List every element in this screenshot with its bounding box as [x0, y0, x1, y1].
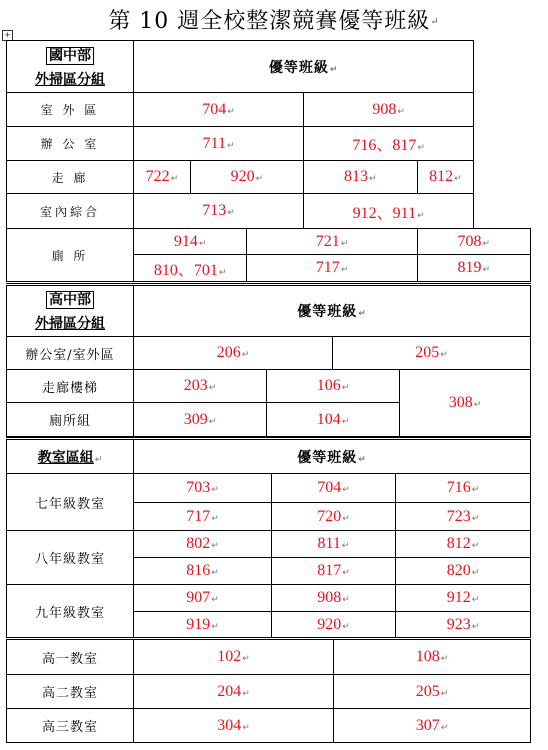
class-cell: 704↵ — [134, 93, 304, 127]
row-label-outdoor: 室 外 區 — [7, 93, 134, 127]
class-cell: 908↵ — [304, 93, 474, 127]
row-label-hs2: 高二教室 — [7, 675, 134, 709]
senior-header: 優等班級↵ — [134, 285, 531, 337]
senior-table — [6, 283, 531, 437]
row-label-toilet-group: 廁所組 — [7, 403, 134, 437]
junior-box-label: 國中部 — [46, 47, 94, 65]
class-cell: 106↵ — [267, 370, 400, 403]
class-cell: 308↵ — [400, 370, 531, 437]
row-label-hs3: 高三教室 — [7, 709, 134, 743]
class-cell: 812↵ — [417, 161, 474, 194]
class-cell: 723↵ — [396, 503, 531, 531]
row-label-toilet: 廁 所 — [7, 229, 134, 282]
class-cell: 912↵ — [396, 585, 531, 612]
class-cell: 716、817↵ — [304, 127, 474, 161]
class-cell: 920↵ — [272, 612, 396, 639]
page-title — [0, 4, 548, 35]
class-cell: 206↵ — [134, 337, 333, 370]
row-label-grade7: 七年級教室 — [7, 474, 134, 531]
senior-section-label — [7, 285, 134, 337]
classroom-header: 優等班級↵ — [134, 439, 531, 474]
class-cell: 819↵ — [417, 255, 530, 282]
row-label-indoor: 室內綜合 — [7, 194, 134, 229]
row-label-grade9: 九年級教室 — [7, 585, 134, 639]
junior-header: 優等班級↵ — [134, 41, 474, 93]
page-title-text: 第 10 週全校整潔競賽優等班級 — [108, 9, 431, 34]
class-cell: 717↵ — [247, 255, 417, 282]
class-cell: 811↵ — [272, 531, 396, 558]
class-cell: 820↵ — [396, 558, 531, 585]
class-cell: 307↵ — [334, 709, 531, 743]
class-cell: 816↵ — [134, 558, 272, 585]
class-cell: 802↵ — [134, 531, 272, 558]
class-cell: 812↵ — [396, 531, 531, 558]
row-label-office-outdoor: 辦公室/室外區 — [7, 337, 134, 370]
class-cell: 711↵ — [134, 127, 304, 161]
class-cell: 919↵ — [134, 612, 272, 639]
class-cell: 713↵ — [134, 194, 304, 229]
class-cell: 720↵ — [272, 503, 396, 531]
class-cell: 203↵ — [134, 370, 267, 403]
junior-table — [6, 40, 531, 282]
class-cell: 703↵ — [134, 474, 272, 503]
class-cell: 304↵ — [134, 709, 334, 743]
class-cell: 704↵ — [272, 474, 396, 503]
class-cell: 813↵ — [304, 161, 417, 194]
class-cell: 205↵ — [333, 337, 531, 370]
class-cell: 104↵ — [267, 403, 400, 437]
junior-sub-label: 外掃區分組 — [35, 71, 105, 88]
class-cell: 716↵ — [396, 474, 531, 503]
row-label-hallway-stairs: 走廊樓梯 — [7, 370, 134, 403]
class-cell: 912、911↵ — [304, 194, 474, 229]
class-cell: 108↵ — [334, 639, 531, 675]
class-cell: 923↵ — [396, 612, 531, 639]
class-cell: 708↵ — [417, 229, 530, 255]
classroom-section-label: 教室區組↵ — [7, 439, 134, 474]
class-cell: 920↵ — [190, 161, 303, 194]
class-cell: 309↵ — [134, 403, 267, 437]
row-label-grade8: 八年級教室 — [7, 531, 134, 585]
class-cell: 721↵ — [247, 229, 417, 255]
class-cell: 722↵ — [134, 161, 191, 194]
senior-sub-label: 外掃區分組 — [35, 316, 105, 332]
class-cell: 907↵ — [134, 585, 272, 612]
row-label-hs1: 高一教室 — [7, 639, 134, 675]
senior-box-label: 高中部 — [46, 291, 94, 309]
class-cell: 205↵ — [334, 675, 531, 709]
row-label-office: 辦 公 室 — [7, 127, 134, 161]
table-anchor-icon[interactable]: + — [2, 30, 13, 41]
class-cell: 204↵ — [134, 675, 334, 709]
paragraph-mark-icon: ↵ — [430, 16, 440, 28]
class-cell: 817↵ — [272, 558, 396, 585]
junior-section-label — [7, 41, 134, 93]
class-cell: 914↵ — [134, 229, 247, 255]
class-cell: 102↵ — [134, 639, 334, 675]
row-label-hallway: 走 廊 — [7, 161, 134, 194]
class-cell: 908↵ — [272, 585, 396, 612]
class-cell: 717↵ — [134, 503, 272, 531]
class-cell: 810、701↵ — [134, 255, 247, 282]
classroom-table — [6, 437, 531, 743]
